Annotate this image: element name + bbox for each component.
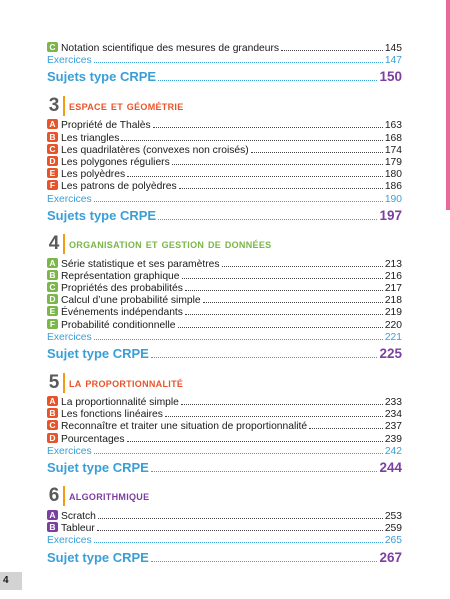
- toc-entry[interactable]: [47, 181, 402, 193]
- entry-page: 213: [384, 258, 402, 270]
- section-letter-badge: C: [47, 282, 58, 292]
- entry-title: Sujets type CRPE: [47, 69, 157, 85]
- dot-leader: [151, 471, 378, 472]
- chapter-number: 6: [48, 485, 60, 507]
- entry-page: 174: [384, 144, 402, 156]
- section-letter-badge: C: [47, 420, 58, 430]
- entry-page: 265: [384, 535, 402, 547]
- entry-title: Exercices: [47, 445, 92, 457]
- dot-leader: [94, 201, 383, 202]
- section-letter-badge: E: [47, 306, 58, 316]
- entry-title: Notation scientifique des mesures de grandeurs: [61, 43, 280, 54]
- dot-leader: [97, 530, 383, 531]
- entry-page: 168: [384, 132, 402, 144]
- dot-leader: [151, 561, 378, 562]
- toc-entry[interactable]: [47, 320, 402, 332]
- section-letter-badge: D: [47, 294, 58, 304]
- entry-title-wrap: [47, 283, 183, 295]
- toc-entry[interactable]: [47, 421, 402, 433]
- section-letter-badge: D: [47, 433, 58, 443]
- toc-entry[interactable]: [47, 523, 402, 535]
- entry-page: 180: [384, 169, 402, 181]
- entry-page: 259: [384, 523, 402, 535]
- dot-leader: [158, 219, 377, 220]
- entry-page: 253: [384, 510, 402, 522]
- entry-title: La proportionnalité simple: [61, 397, 179, 408]
- chapter-section: [47, 369, 402, 478]
- dot-leader: [172, 164, 383, 165]
- sujets-entry[interactable]: [47, 344, 402, 364]
- entry-title-wrap: [47, 295, 201, 307]
- chapter-section: [47, 483, 402, 568]
- entry-page: 244: [379, 459, 402, 475]
- entry-page: 220: [384, 319, 402, 331]
- entry-page: 145: [384, 43, 402, 54]
- section-letter-badge: D: [47, 156, 58, 166]
- entry-page: 179: [384, 156, 402, 168]
- chapter-title: algorithmique: [69, 489, 150, 504]
- entry-title-wrap: [47, 397, 179, 409]
- section-letter-badge: B: [47, 522, 58, 532]
- chapter-heading: [47, 483, 402, 510]
- entry-title: Les triangles: [61, 132, 120, 144]
- entry-page: 237: [384, 421, 402, 433]
- entry-title: Exercices: [47, 55, 92, 67]
- toc-entry[interactable]: [47, 271, 402, 283]
- entry-title-wrap: [47, 259, 220, 271]
- entry-title: Exercices: [47, 535, 92, 547]
- dot-leader: [158, 80, 377, 81]
- section-letter-badge: A: [47, 396, 58, 406]
- toc-entry[interactable]: [47, 120, 402, 132]
- entry-page: 225: [379, 346, 402, 361]
- entry-title: Les polygones réguliers: [61, 156, 170, 168]
- chapter-title: espace et géométrie: [69, 98, 184, 113]
- table-of-contents: [47, 43, 402, 568]
- entry-title: Représentation graphique: [61, 270, 180, 282]
- entry-title: Série statistique et ses paramètres: [61, 258, 220, 270]
- toc-entry[interactable]: [47, 169, 402, 181]
- toc-entry[interactable]: [47, 283, 402, 295]
- entry-page: 221: [384, 331, 402, 343]
- entry-title-wrap: [47, 145, 249, 157]
- chapter-heading: [47, 231, 402, 258]
- chapter-title: organisation et gestion de données: [69, 237, 272, 252]
- dot-leader: [222, 266, 383, 267]
- page-number: 4: [0, 572, 22, 590]
- entry-title-wrap: [47, 320, 176, 332]
- dot-leader: [181, 404, 383, 405]
- toc-entry[interactable]: [47, 133, 402, 145]
- toc-entry[interactable]: [47, 295, 402, 307]
- dot-leader: [98, 518, 383, 519]
- entry-page: 239: [384, 433, 402, 445]
- section-letter-badge: E: [47, 168, 58, 178]
- entry-page: 233: [384, 397, 402, 408]
- dot-leader: [153, 127, 383, 128]
- section-letter-badge: F: [47, 180, 58, 190]
- entry-page: 218: [384, 295, 402, 307]
- sujets-entry[interactable]: [47, 67, 402, 87]
- section-letter-badge: A: [47, 510, 58, 520]
- section-letter-badge: B: [47, 132, 58, 142]
- entry-page: 197: [379, 207, 402, 223]
- dot-leader: [281, 50, 383, 51]
- chapter-separator: [63, 234, 65, 254]
- entry-title-wrap: [47, 434, 125, 446]
- entry-title: Sujets type CRPE: [47, 207, 157, 223]
- entry-title-wrap: [47, 271, 180, 283]
- entry-page: 163: [384, 120, 402, 132]
- dot-leader: [251, 152, 383, 153]
- dot-leader: [185, 314, 383, 315]
- section-letter-badge: A: [47, 258, 58, 268]
- toc-entry[interactable]: [47, 43, 402, 55]
- exercises-entry[interactable]: [47, 332, 402, 344]
- entry-page: 216: [384, 270, 402, 282]
- entry-title-wrap: [47, 169, 125, 181]
- entry-page: 267: [379, 549, 402, 565]
- section-letter-badge: B: [47, 408, 58, 418]
- dot-leader: [203, 302, 383, 303]
- entry-title: Scratch: [61, 510, 96, 522]
- sujets-entry[interactable]: [47, 548, 402, 568]
- entry-title: Exercices: [47, 331, 92, 343]
- section-letter-badge: F: [47, 319, 58, 329]
- dot-leader: [127, 441, 383, 442]
- dot-leader: [94, 542, 383, 543]
- entry-title: Probabilité conditionnelle: [61, 319, 176, 331]
- entry-title: Propriétés des probabilités: [61, 283, 183, 295]
- dot-leader: [165, 416, 383, 417]
- chapter-separator: [63, 486, 65, 506]
- chapter-number: 3: [48, 94, 60, 116]
- dot-leader: [185, 290, 383, 291]
- exercises-entry[interactable]: [47, 194, 402, 206]
- toc-entry[interactable]: [47, 409, 402, 421]
- entry-title: Les polyèdres: [61, 169, 126, 181]
- chapter-number: 4: [48, 233, 60, 255]
- entry-title: Événements indépendants: [61, 307, 183, 319]
- dot-leader: [178, 327, 383, 328]
- entry-title-wrap: [47, 307, 183, 319]
- entry-title-wrap: [47, 181, 177, 193]
- entry-title: Calcul d’une probabilité simple: [61, 295, 201, 307]
- entry-title: Propriété de Thalès: [61, 120, 151, 132]
- entry-page: 234: [384, 409, 402, 421]
- entry-title-wrap: [47, 120, 151, 132]
- dot-leader: [309, 428, 383, 429]
- entry-title-wrap: [47, 421, 307, 433]
- entry-title: Les quadrilatères (convexes non croisés): [61, 144, 249, 156]
- entry-title-wrap: [47, 157, 170, 169]
- entry-title: Sujet type CRPE: [47, 549, 149, 565]
- entry-page: 219: [384, 307, 402, 319]
- dot-leader: [94, 453, 383, 454]
- entry-title: Exercices: [47, 193, 92, 205]
- entry-title: Les patrons de polyèdres: [61, 181, 177, 193]
- chapter-title: la proportionnalité: [69, 375, 184, 390]
- entry-title-wrap: [47, 523, 95, 535]
- chapter-number: 5: [48, 371, 60, 393]
- section-letter-badge: C: [47, 144, 58, 154]
- exercises-entry[interactable]: [47, 446, 402, 458]
- exercises-entry[interactable]: [47, 535, 402, 547]
- chapter-section: [47, 92, 402, 225]
- dot-leader: [94, 62, 383, 63]
- entry-page: 147: [384, 55, 402, 67]
- toc-entry[interactable]: [47, 145, 402, 157]
- section-letter-badge: B: [47, 270, 58, 280]
- toc-entry[interactable]: [47, 434, 402, 446]
- exercises-entry[interactable]: [47, 55, 402, 67]
- chapter-heading: [47, 369, 402, 396]
- entry-title: Sujet type CRPE: [47, 346, 149, 361]
- decorative-stripe: [446, 0, 450, 210]
- entry-title-wrap: [47, 43, 279, 55]
- section-letter-badge: C: [47, 42, 58, 52]
- entry-title-wrap: [47, 133, 119, 145]
- chapter-separator: [63, 373, 65, 393]
- chapter-section: [47, 43, 402, 87]
- entry-page: 150: [379, 69, 402, 85]
- entry-title-wrap: [47, 409, 163, 421]
- entry-page: 242: [384, 445, 402, 457]
- toc-entry[interactable]: [47, 259, 402, 271]
- dot-leader: [127, 176, 383, 177]
- chapter-heading: [47, 92, 402, 119]
- entry-title: Sujet type CRPE: [47, 459, 149, 475]
- toc-entry[interactable]: [47, 511, 402, 523]
- entry-page: 190: [384, 193, 402, 205]
- sujets-entry[interactable]: [47, 206, 402, 226]
- sujets-entry[interactable]: [47, 458, 402, 478]
- chapter-section: [47, 231, 402, 364]
- toc-entry[interactable]: [47, 397, 402, 409]
- chapter-separator: [63, 96, 65, 116]
- entry-title: Pourcentages: [61, 433, 125, 445]
- entry-title: Reconnaître et traiter une situation de proportionnalité: [61, 421, 308, 433]
- dot-leader: [94, 339, 383, 340]
- toc-entry[interactable]: [47, 307, 402, 319]
- entry-title: Les fonctions linéaires: [61, 409, 163, 421]
- dot-leader: [182, 278, 383, 279]
- dot-leader: [121, 140, 382, 141]
- entry-title: Tableur: [61, 523, 95, 535]
- toc-entry[interactable]: [47, 157, 402, 169]
- entry-page: 186: [384, 181, 402, 193]
- dot-leader: [179, 188, 383, 189]
- section-letter-badge: A: [47, 119, 58, 129]
- entry-page: 217: [384, 283, 402, 295]
- dot-leader: [151, 357, 378, 358]
